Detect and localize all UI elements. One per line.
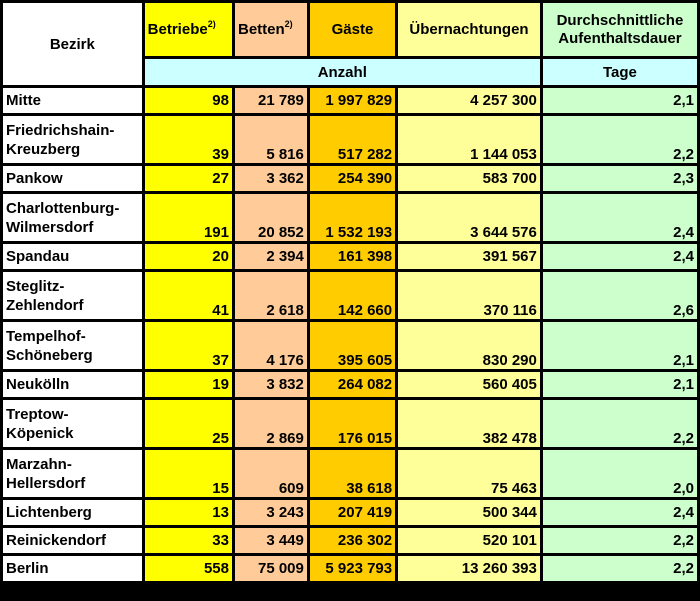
cell-gaeste: 38 618 bbox=[310, 450, 395, 497]
cell-bezirk bbox=[3, 88, 142, 113]
bezirk-name-line2: Wilmersdorf bbox=[6, 218, 94, 236]
cell-betriebe: 20 bbox=[145, 244, 232, 269]
bezirk-name-line1: Mitte bbox=[6, 92, 41, 109]
bezirk-name-line1: Lichtenberg bbox=[6, 504, 92, 521]
cell-betten: 2 618 bbox=[235, 272, 307, 319]
cell-betriebe: 37 bbox=[145, 322, 232, 369]
header-bezirk-label: Bezirk bbox=[49, 35, 95, 53]
header-uebernachtungen bbox=[398, 3, 540, 56]
bezirk-name-line2: Hellersdorf bbox=[6, 474, 86, 492]
table-row bbox=[3, 116, 697, 163]
table-row bbox=[3, 450, 697, 497]
cell-uebernachtungen: 500 344 bbox=[398, 500, 540, 525]
cell-betriebe: 33 bbox=[145, 528, 232, 553]
cell-gaeste: 254 390 bbox=[310, 166, 395, 191]
cell-betriebe: 39 bbox=[145, 116, 232, 163]
table-row bbox=[3, 194, 697, 241]
bezirk-name-line1: Steglitz- bbox=[6, 277, 65, 295]
cell-betten: 21 789 bbox=[235, 88, 307, 113]
cell-uebernachtungen: 13 260 393 bbox=[398, 556, 540, 581]
cell-gaeste: 395 605 bbox=[310, 322, 395, 369]
cell-uebernachtungen: 583 700 bbox=[398, 166, 540, 191]
cell-bezirk bbox=[3, 272, 142, 319]
cell-betten: 2 869 bbox=[235, 400, 307, 447]
cell-uebernachtungen: 560 405 bbox=[398, 372, 540, 397]
cell-betriebe: 98 bbox=[145, 88, 232, 113]
bezirk-name-line1: Charlottenburg- bbox=[6, 199, 120, 217]
cell-betriebe: 25 bbox=[145, 400, 232, 447]
cell-gaeste: 236 302 bbox=[310, 528, 395, 553]
cell-uebernachtungen: 75 463 bbox=[398, 450, 540, 497]
cell-dauer: 2,1 bbox=[543, 322, 697, 369]
cell-betriebe: 15 bbox=[145, 450, 232, 497]
cell-uebernachtungen: 391 567 bbox=[398, 244, 540, 269]
cell-gaeste: 264 082 bbox=[310, 372, 395, 397]
cell-dauer: 2,6 bbox=[543, 272, 697, 319]
unit-tage bbox=[543, 59, 697, 85]
header-dauer-line1: Durchschnittliche bbox=[556, 11, 684, 29]
table-row bbox=[3, 88, 697, 113]
cell-betriebe: 13 bbox=[145, 500, 232, 525]
cell-dauer: 2,2 bbox=[543, 528, 697, 553]
header-betten-label: Betten bbox=[237, 21, 285, 38]
table-row bbox=[3, 272, 697, 319]
cell-betriebe: 41 bbox=[145, 272, 232, 319]
cell-gaeste: 161 398 bbox=[310, 244, 395, 269]
cell-gaeste: 5 923 793 bbox=[310, 556, 395, 581]
unit-tage-label: Tage bbox=[602, 63, 637, 81]
cell-betten: 2 394 bbox=[235, 244, 307, 269]
header-gaeste-label: Gäste bbox=[331, 21, 374, 38]
cell-betten: 3 362 bbox=[235, 166, 307, 191]
cell-uebernachtungen: 3 644 576 bbox=[398, 194, 540, 241]
cell-dauer: 2,1 bbox=[543, 372, 697, 397]
cell-dauer: 2,4 bbox=[543, 500, 697, 525]
cell-bezirk bbox=[3, 372, 142, 397]
cell-betten: 20 852 bbox=[235, 194, 307, 241]
table-row bbox=[3, 528, 697, 553]
table-row bbox=[3, 500, 697, 525]
cell-dauer: 2,3 bbox=[543, 166, 697, 191]
cell-bezirk bbox=[3, 244, 142, 269]
cell-betriebe: 558 bbox=[145, 556, 232, 581]
table-row bbox=[3, 166, 697, 191]
cell-uebernachtungen: 370 116 bbox=[398, 272, 540, 319]
table-row bbox=[3, 556, 697, 581]
bezirk-name-line2: Schöneberg bbox=[6, 346, 93, 364]
bezirk-name-line1: Treptow- bbox=[6, 405, 69, 423]
bezirk-name-line2: Köpenick bbox=[6, 424, 74, 442]
table-row bbox=[3, 244, 697, 269]
bezirk-name-line1: Marzahn- bbox=[6, 455, 72, 473]
cell-uebernachtungen: 4 257 300 bbox=[398, 88, 540, 113]
cell-betten: 3 243 bbox=[235, 500, 307, 525]
cell-betriebe: 191 bbox=[145, 194, 232, 241]
header-bezirk bbox=[3, 3, 142, 85]
cell-betriebe: 19 bbox=[145, 372, 232, 397]
bezirk-name-line2: Zehlendorf bbox=[6, 296, 84, 314]
cell-gaeste: 1 532 193 bbox=[310, 194, 395, 241]
cell-dauer: 2,0 bbox=[543, 450, 697, 497]
bezirk-name-line1: Pankow bbox=[6, 170, 63, 187]
cell-betten: 609 bbox=[235, 450, 307, 497]
cell-betriebe: 27 bbox=[145, 166, 232, 191]
table-row bbox=[3, 372, 697, 397]
header-betriebe-footnote: 2) bbox=[207, 19, 216, 29]
header-dauer-line2: Aufenthaltsdauer bbox=[558, 29, 682, 47]
cell-gaeste: 517 282 bbox=[310, 116, 395, 163]
cell-dauer: 2,2 bbox=[543, 116, 697, 163]
table-row bbox=[3, 322, 697, 369]
header-betriebe-label: Betriebe bbox=[147, 21, 208, 38]
cell-betten: 75 009 bbox=[235, 556, 307, 581]
cell-bezirk bbox=[3, 556, 142, 581]
cell-uebernachtungen: 1 144 053 bbox=[398, 116, 540, 163]
cell-gaeste: 1 997 829 bbox=[310, 88, 395, 113]
cell-bezirk bbox=[3, 450, 142, 497]
cell-dauer: 2,4 bbox=[543, 194, 697, 241]
cell-bezirk bbox=[3, 528, 142, 553]
cell-bezirk bbox=[3, 322, 142, 369]
cell-gaeste: 142 660 bbox=[310, 272, 395, 319]
cell-bezirk bbox=[3, 194, 142, 241]
cell-betten: 3 832 bbox=[235, 372, 307, 397]
cell-betten: 5 816 bbox=[235, 116, 307, 163]
cell-uebernachtungen: 830 290 bbox=[398, 322, 540, 369]
cell-dauer: 2,1 bbox=[543, 88, 697, 113]
header-betten bbox=[235, 3, 307, 56]
bezirk-name-line1: Tempelhof- bbox=[6, 327, 86, 345]
bezirk-name-line1: Spandau bbox=[6, 248, 70, 265]
bezirk-name-line1: Neukölln bbox=[6, 376, 70, 393]
cell-betten: 3 449 bbox=[235, 528, 307, 553]
bezirk-name-line1: Friedrichshain- bbox=[6, 121, 115, 139]
cell-betten: 4 176 bbox=[235, 322, 307, 369]
bezirk-name-line2: Kreuzberg bbox=[6, 140, 81, 158]
cell-bezirk bbox=[3, 116, 142, 163]
cell-bezirk bbox=[3, 166, 142, 191]
cell-gaeste: 207 419 bbox=[310, 500, 395, 525]
cell-dauer: 2,4 bbox=[543, 244, 697, 269]
header-betten-footnote: 2) bbox=[284, 19, 293, 29]
table-body bbox=[3, 88, 697, 581]
cell-uebernachtungen: 382 478 bbox=[398, 400, 540, 447]
unit-anzahl-label: Anzahl bbox=[317, 63, 367, 81]
unit-anzahl bbox=[145, 59, 540, 85]
header-gaeste bbox=[310, 3, 395, 56]
header-dauer bbox=[543, 3, 697, 56]
cell-bezirk bbox=[3, 500, 142, 525]
table-row bbox=[3, 400, 697, 447]
header-betriebe bbox=[145, 3, 232, 56]
cell-dauer: 2,2 bbox=[543, 556, 697, 581]
header-uebernachtungen-label: Übernachtungen bbox=[409, 21, 529, 38]
cell-uebernachtungen: 520 101 bbox=[398, 528, 540, 553]
cell-bezirk bbox=[3, 400, 142, 447]
cell-gaeste: 176 015 bbox=[310, 400, 395, 447]
cell-dauer: 2,2 bbox=[543, 400, 697, 447]
bezirk-name-line1: Berlin bbox=[6, 560, 49, 577]
bezirk-name-line1: Reinickendorf bbox=[6, 532, 107, 549]
